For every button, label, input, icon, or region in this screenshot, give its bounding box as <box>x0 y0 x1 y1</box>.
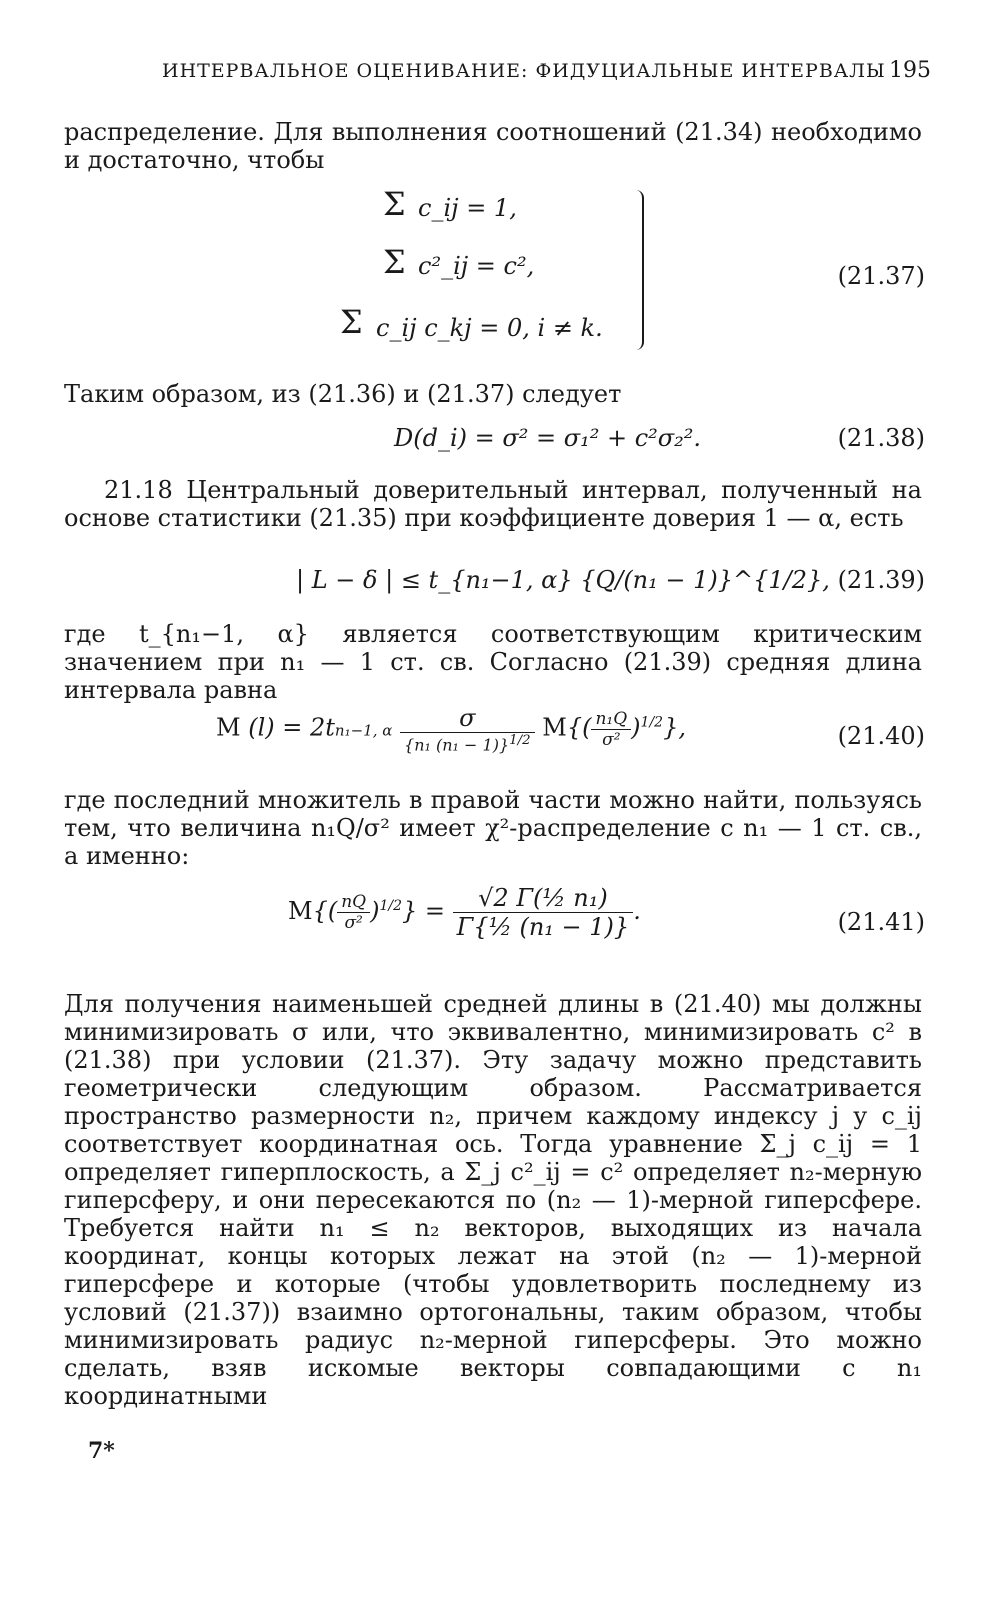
paragraph-5: где последний множитель в правой части можно найти, пользуясь тем, что величина n₁Q/σ² имеет χ²-распределение с n₁ — 1 ст. св., а именно: <box>64 786 922 870</box>
eq-line-1: c_ij = 1, <box>418 194 517 222</box>
signature-mark: 7* <box>88 1438 115 1464</box>
equation-expr: M{( $\frac{nQ}{\text{σ²}}$ )$^{1/2}$} = $\frac{\text{√2 Γ(½ n₁)}}{\text{Γ\{½ (n₁ − 1)\}}}$ . <box>288 884 641 941</box>
equation-number: (21.40) <box>837 722 925 750</box>
equation-expr: D(d_i) = σ² = σ₁² + c²σ₂². <box>394 424 702 452</box>
equation-expr: | L − δ | ≤ t_{n₁−1, α} {Q/(n₁ − 1)}^{1/2}, <box>296 566 830 594</box>
sum-symbol: Σ <box>383 243 406 281</box>
equation-number: (21.41) <box>837 908 925 936</box>
paragraph-3: 21.18 Центральный доверительный интервал, полученный на основе статистики (21.35) при коэффициенте доверия 1 — α, есть <box>64 476 922 532</box>
paragraph-1: распределение. Для выполнения соотношений (21.34) необходимо и достаточно, чтобы <box>64 118 922 174</box>
eq-line-2: c²_ij = c², <box>418 252 535 280</box>
eq-line-3: c_ij c_kj = 0, i ≠ k. <box>376 314 603 342</box>
equation-expr: M (l) = 2tn₁−1, α $\frac{\sigma}{\{n_1 (n_1 - 1)\}^{1/2}}$ M{( $\frac{\text{n₁Q}}{\text{σ²}}$ )$^{1/2}$}, <box>216 704 686 755</box>
right-brace <box>632 190 644 350</box>
paragraph-6: Для получения наименьшей средней длины в (21.40) мы должны минимизировать σ или, что эквивалентно, минимизировать c² в (21.38) при условии (21.37). Эту задачу можно представить геометрически следующим образом. Рассматривается пространство размерности n₂, причем каждому индексу j у c_ij соответствует координатная ось. Тогда уравнение Σ_j c_ij = 1 определяет гиперплоскость, а Σ_j c²_ij = c² определяет n₂-мерную гиперсферу, и они пересекаются по (n₂ — 1)-мерной гиперсфере. Требуется найти n₁ ≤ n₂ векторов, выходящих из начала координат, концы которых лежат на этой (n₂ — 1)-мерной гиперсфере и которые (чтобы удовлетворить последнему из условий (21.37)) взаимно ортогональны, таким образом, чтобы минимизировать радиус n₂-мерной гиперсферы. Это можно сделать, взяв искомые векторы совпадающими с n₁ координатными <box>64 990 922 1410</box>
paragraph-2: Таким образом, из (21.36) и (21.37) следует <box>64 380 622 408</box>
sum-symbol: Σ <box>340 303 363 341</box>
equation-number: (21.39) <box>837 566 925 594</box>
equation-number: (21.38) <box>837 424 925 452</box>
page-number: 195 <box>889 58 931 83</box>
paragraph-4: где t_{n₁−1, α} является соответствующим критическим значением при n₁ — 1 ст. св. Согласно (21.39) средняя длина интервала равна <box>64 620 922 704</box>
running-header: ИНТЕРВАЛЬНОЕ ОЦЕНИВАНИЕ: ФИДУЦИАЛЬНЫЕ ИНТЕРВАЛЫ <box>162 60 886 82</box>
equation-number: (21.37) <box>837 262 925 290</box>
sum-symbol: Σ <box>383 185 406 223</box>
